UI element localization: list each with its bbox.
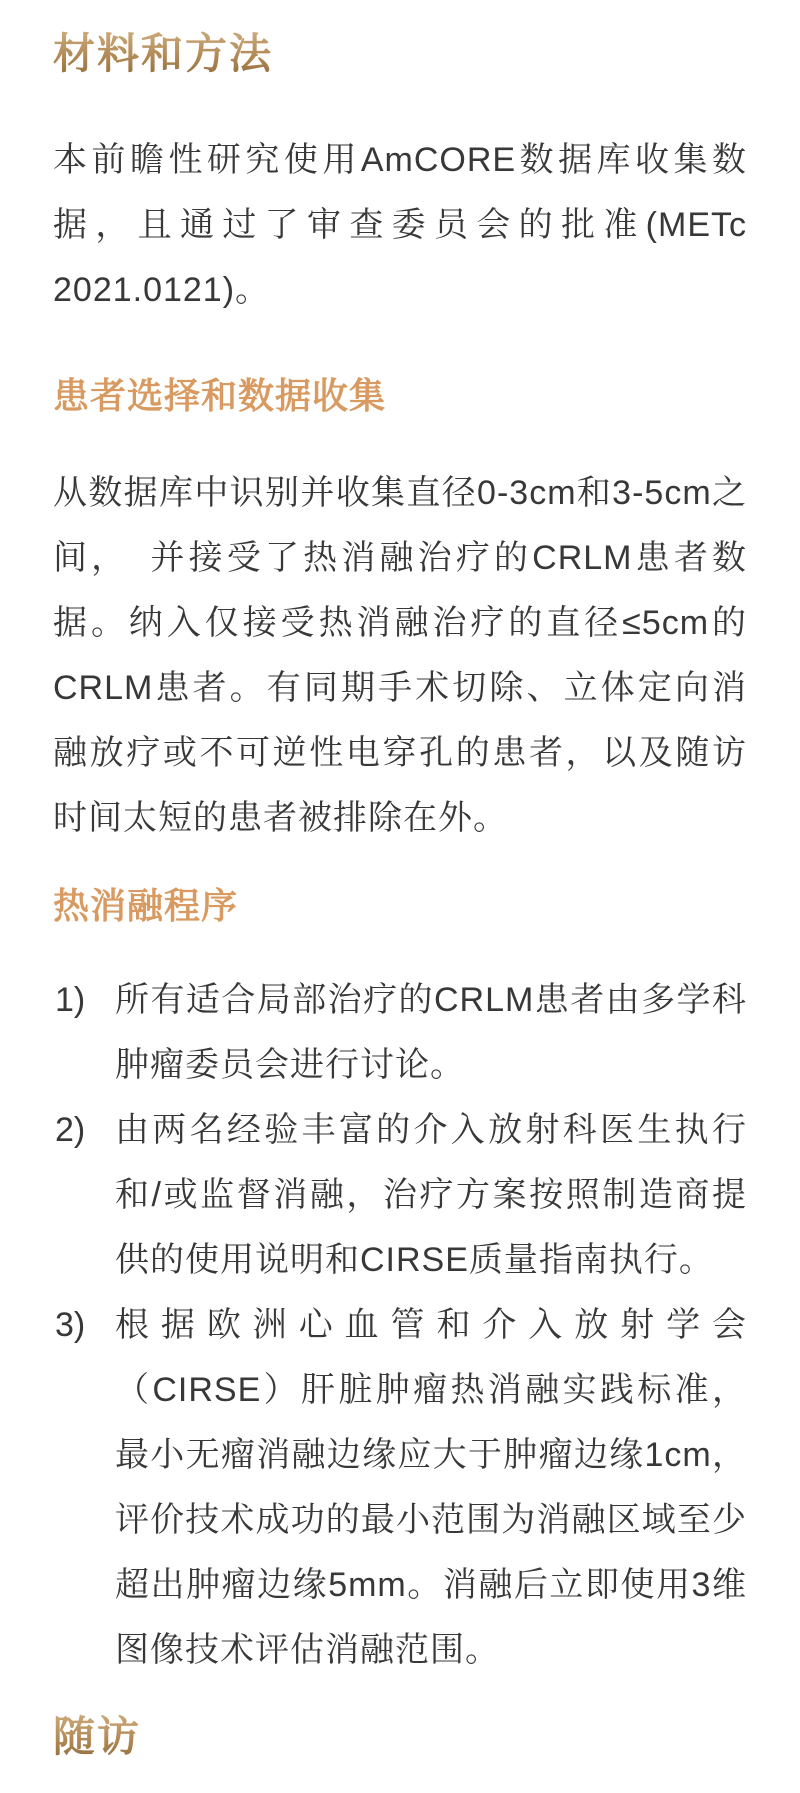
paragraph-study-database: 本前瞻性研究使用AmCORE数据库收集数据，且通过了审查委员会的批准(METc 2021.0121)。 <box>53 141 747 309</box>
list-item-1 <box>53 968 747 1098</box>
paragraph-patient-selection: 从数据库中识别并收集直径0-3cm和3-5cm之间， 并接受了热消融治疗的CRLM患者数据。纳入仅接受热消融治疗的直径≤5cm的CRLM患者。有同期手术切除、立体定向消融放疗或不可逆性电穿孔的患者，以及随访时间太短的患者被排除在外。 <box>53 474 747 837</box>
list-item-1-marker: 1) <box>55 981 86 1019</box>
list-item-2 <box>53 1098 747 1293</box>
list-item-3 <box>53 1293 747 1683</box>
list-item-1-text: 所有适合局部治疗的CRLM患者由多学科肿瘤委员会进行讨论。 <box>115 981 747 1084</box>
subsection-heading-thermal-ablation-procedure: 热消融程序 <box>53 885 239 926</box>
subsection-heading-patient-selection: 患者选择和数据收集 <box>53 375 387 416</box>
list-item-2-text: 由两名经验丰富的介入放射科医生执行和/或监督消融，治疗方案按照制造商提供的使用说明和CIRSE质量指南执行。 <box>115 1111 747 1279</box>
list-item-3-marker: 3) <box>55 1306 86 1344</box>
section-heading-follow-up: 随访 <box>53 1715 142 1761</box>
list-item-2-marker: 2) <box>55 1111 86 1149</box>
section-heading-materials-and-methods: 材料和方法 <box>53 32 274 78</box>
list-item-3-text: 根据欧洲心血管和介入放射学会（CIRSE）肝脏肿瘤热消融实践标准，最小无瘤消融边缘应大于肿瘤边缘1cm，评价技术成功的最小范围为消融区域至少超出肿瘤边缘5mm。消融后立即使用3维图像技术评估消融范围。 <box>115 1306 747 1669</box>
ablation-procedure-list <box>53 968 747 1683</box>
